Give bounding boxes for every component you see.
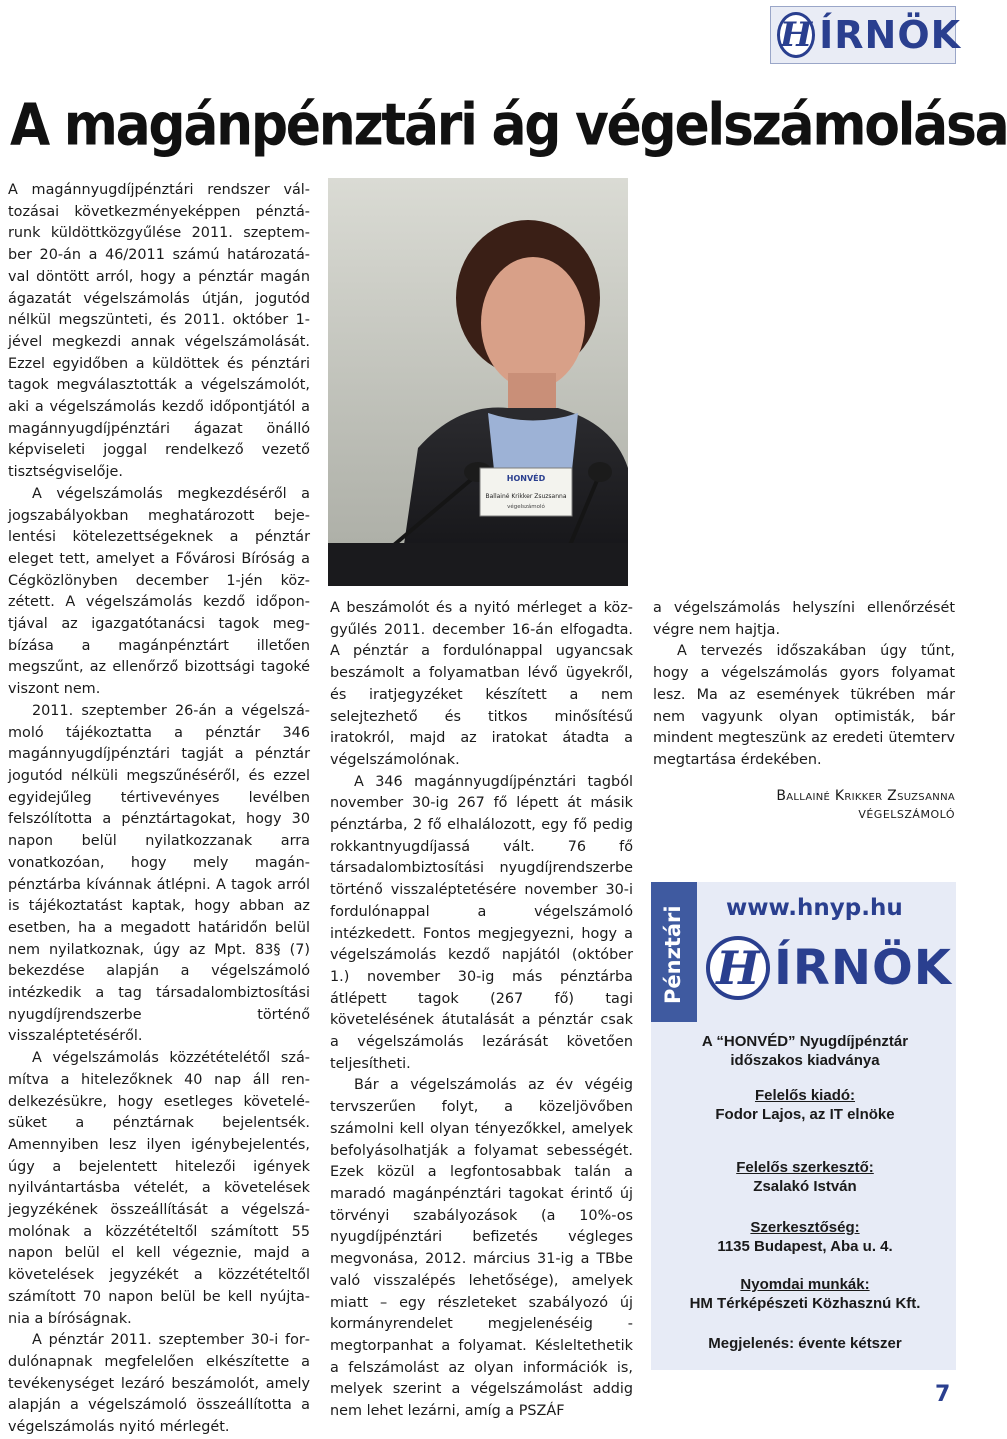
paragraph: a végelszámolás helyszíni ellenőrzését végre nem hajtja.: [653, 600, 955, 638]
paragraph: A tervezés időszakában úgy tűnt, hogy a végelszámolás gyors folyamat lesz. Ma az események tükrében már nem vagyunk olyan optimisták, bár mindent megteszünk az eredeti ütemterv megtartása érdekében.: [653, 643, 955, 768]
article-column-1: [8, 180, 310, 1439]
paragraph: A végelszámolás közzétételétől számítva a hitelezőknek 40 nap áll rendelkezésükre, hogy esetleges követelésüket a pénztárnak bejelentsék. Amennyiben lesz ilyen igénybejelentés, úgy a bejelentett hitelezői igények nyilvántartásba vételét, a követelések jegyzékének összeállítását a végelszámolónak a közzétételtől számított 55 napon belül el kell végeznie, majd a követelések jegyzékét a közzétételtől számított 70 napon belül be kell nyújtania a bíróságnak.: [8, 1050, 310, 1327]
paragraph: Bár a végelszámolás az év végéig tervszerűen folyt, a közeljövőben számolni kell olyan tényezőkkel, amelyek befolyásolhatják a folyamat sebességét. Ezek közül a legfontosabbak talán a maradó magánpénztári tagokat érintő új törvényi szabályozások (a 10%-os nyugdíjpénztári befizetés végleges megvonása, 2012. március 31-ig a TBbe való visszalépés lehetősége), amelyek miatt – egy részleteket szabályozó új kormányrendelet megjelenéséig megtorpanhat a folyamat. Késleltethetik a felszámolást az olyan információk is, melyek szerint a végelszámolást addig nem lehet lezárni, amíg a PSZÁF: [330, 1077, 633, 1420]
logo-wordmark: ÍRNÖK: [774, 940, 952, 996]
badge-role: végelszámoló: [507, 504, 545, 510]
honved-seal-icon: H: [706, 936, 770, 1000]
colophon-strip: [651, 882, 697, 1022]
paragraph: A pénztár 2011. szeptember 30-i fordulónapnak megfelelően elkészítette a tevékenységet lezáró beszámolót, amely alapján a végelszámoló összeállította a végelszámolás nyitó mérlegét.: [8, 1332, 310, 1436]
paragraph: A beszámolót és a nyitó mérleget a közgyűlés 2011. december 16-án elfogadta. A pénztár a fordulónappal ugyancsak beszámolt a folyamatban lévő ügyekről, és iratjegyzéket készített a nem selejtezhető és titkos minősítésű iratokról, majd az iratokat átadta a végelszámolónak.: [330, 600, 633, 768]
article-column-3: [653, 598, 955, 772]
signature-name: Ballainé Krikker Zsuzsanna: [776, 788, 955, 804]
paragraph: A magánnyugdíjpénztári rendszer változásai következményeképpen pénztárunk küldöttközgyűlése 2011. szeptember 20-án a 46/2011 számú határozatával döntött arról, hogy a pénztár magán ágazatát végelszámolás útján, jogutód nélkül megszünteti, és 2011. október 1-jével megkezdi annak végelszámolását. Ezzel egyidőben a küldöttek és pénztári tagok megválasztották a végelszámolót, aki a végelszámolás kezdő időpontjától a magánnyugdíjpénztári ágazat önálló képviseleti joggal rendelkező vezető tisztségviselője.: [8, 182, 310, 481]
badge-name: Ballainé Krikker Zsuzsanna: [485, 493, 567, 500]
header-logo: [770, 6, 962, 64]
paragraph: A 346 magánnyugdíjpénztári tagból november 30-ig 267 fő lépett át másik pénztárba, 2 fő elhalálozott, egy fő pedig rokkantnyugdíjassá vált. 76 fő társadalombiztosítási nyugdíjrendszerbe történő visszaléptetésére november 30-i fordulónappal a végelszámoló intézkedett. Fontos megjegyezni, hogy a végelszámolás kezdő napjától (október 1.) november 30-ig más pénztárba átlépett tagok (267 fő) tagi követelésének átutalását a pénztár csak a végelszámolás lezárását követően teljesítheti.: [330, 773, 633, 1072]
article-title: A magánpénztári ág végelszámolása: [10, 92, 1007, 160]
publisher-block: A “HONVÉD” Nyugdíjpénztár időszakos kiadványa: [701, 1033, 909, 1069]
honved-seal-icon: H: [777, 12, 815, 58]
logo-wordmark: ÍRNÖK: [819, 13, 962, 57]
badge-title: HONVÉD: [506, 474, 546, 483]
article-column-2: [330, 598, 633, 1423]
frequency-block: Megjelenés: évente kétszer: [708, 1335, 902, 1352]
speaker-photo-illustration: [328, 178, 628, 586]
editor-block: Felelős szerkesztő: Zsalakó István: [736, 1159, 874, 1195]
signature-role: VÉGELSZÁMOLÓ: [858, 808, 955, 821]
office-block: Szerkesztőség: 1135 Budapest, Aba u. 4.: [717, 1219, 893, 1255]
responsible-publisher-block: Felelős kiadó: Fodor Lajos, az IT elnöke: [715, 1087, 895, 1123]
paragraph: 2011. szeptember 26-án a végelszámoló tájékoztatta a pénztár 346 magánnyugdíjpénztári tagját a pénztár jogutód nélküli megszűnéséről, és ezzel egyidejűleg tértivevényes levélben felszólította a pénztártagokat, hogy 30 napon belül nyilatkozzanak arra vonatkozóan, hogy mely magánpénztárba kívánnak átlépni. A tagok arról is tájékoztatást kaptak, hogy abban az esetben, ha a megadott határidőn belül nem nyilatkoznak, úgy az Mpt. 83§ (7) bekezdése alapján a végelszámoló intézkedik a tag társadalombiztosítási nyugdíjrendszerbe történő visszaléptetéséről.: [8, 702, 310, 1045]
page-number: 7: [935, 1382, 951, 1407]
paragraph: A végelszámolás megkezdéséről a jogszabályokban meghatározott bejelentési kötelezettségeknek a pénztár eleget tett, amelyet a Fővárosi Bíróság a Cégközlönyben december 1-jén közzétett. A végelszámolás kezdő időpontjával az igazgatótanácsi tagok megbízása a magánpénztárt illetően megszűnt, az ellenőrző bizottsági tagoké viszont nem.: [8, 485, 310, 698]
website-link[interactable]: www.hnyp.hu: [726, 895, 903, 921]
speaker-photo: [328, 178, 628, 586]
printing-block: Nyomdai munkák: HM Térképészeti Közhasznú Kft.: [689, 1276, 921, 1312]
colophon-logo: [706, 936, 952, 1000]
strip-label: Pénztári: [661, 905, 685, 1004]
